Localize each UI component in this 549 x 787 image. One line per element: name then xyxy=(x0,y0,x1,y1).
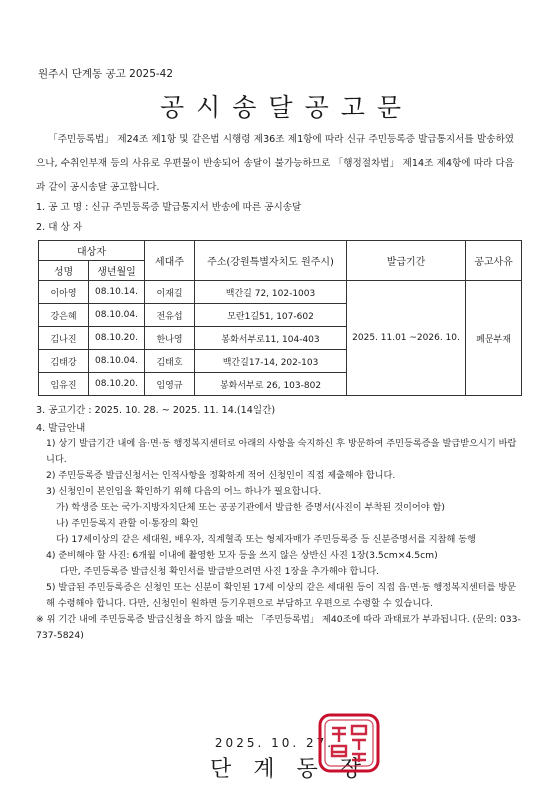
cell-householder: 한나영 xyxy=(145,327,195,350)
cell-address: 모란1길51, 107-602 xyxy=(195,304,347,327)
cell-name: 임유진 xyxy=(39,373,89,396)
cell-reason: 폐문부재 xyxy=(466,281,522,396)
target-heading: 2. 대 상 자 xyxy=(36,222,83,233)
page-title: 공시송달공고문 xyxy=(159,93,414,122)
cell-period: 2025. 11.01 ~2026. 10. xyxy=(347,281,466,396)
target-table xyxy=(38,240,522,396)
header-name: 성명 xyxy=(39,261,89,281)
guide-subitem: 가) 학생증 또는 국가·지방자치단체 또는 공공기관에서 발급한 증명서(사진이 부착된 것이어야 함) xyxy=(56,502,446,513)
cell-address: 봉화서부로 26, 103-802 xyxy=(195,373,347,396)
official-seal-icon xyxy=(316,712,382,774)
cell-address: 봉화서부로11, 104-403 xyxy=(195,327,347,350)
intro-paragraph: 「주민등록법」 제24조 제1항 및 같은법 시행령 제36조 제1항에 따라 신규 주민등록증 발급통지서를 발송하였으나, 수취인부재 등의 사유로 우편물이 반송되어 송달이 불가능하므로 「행정절차법」 제14조 제4항에 따라 다음과 같이 공시송달 공고합니다. xyxy=(36,134,514,193)
guide-subitem: 나) 주민등록지 관할 이·통장의 확인 xyxy=(56,518,199,529)
penalty-note: ※ 위 기간 내에 주민등록증 발급신청을 하지 않을 때는 「주민등록법」 제40조에 따라 과태료가 부과됩니다. (문의: 033-737-5824) xyxy=(36,614,521,641)
cell-birth: 08.10.14. xyxy=(89,281,145,304)
cell-birth: 08.10.20. xyxy=(89,373,145,396)
issuer-name: 단계동장 xyxy=(209,757,383,782)
cell-name: 김나진 xyxy=(39,327,89,350)
cell-birth: 08.10.04. xyxy=(89,350,145,373)
cell-birth: 08.10.04. xyxy=(89,304,145,327)
header-householder: 세대주 xyxy=(145,241,195,281)
cell-name: 이아영 xyxy=(39,281,89,304)
header-period: 발급기간 xyxy=(347,241,466,281)
cell-address: 백간길 72, 102-1003 xyxy=(195,281,347,304)
table-row xyxy=(39,281,522,304)
header-address: 주소(강원특별자치도 원주시) xyxy=(195,241,347,281)
notice-date: 2025. 10. 27. xyxy=(214,736,335,750)
notice-number: 원주시 단계동 공고 2025-42 xyxy=(38,68,174,80)
guide-heading: 4. 발급안내 xyxy=(36,423,86,434)
guide-item: 5) 발급된 주민등록증은 신청인 또는 신분이 확인된 17세 이상의 같은 세대원 등이 직접 읍·면·동 행정복지센터를 방문해 수령해야 합니다. 다만, 신청인이 원하면 등기우편으로 부담하고 우편으로 수령할 수 있습니다. xyxy=(46,582,517,609)
cell-name: 강은혜 xyxy=(39,304,89,327)
header-birth: 생년월일 xyxy=(89,261,145,281)
header-reason: 공고사유 xyxy=(466,241,522,281)
cell-householder: 임영규 xyxy=(145,373,195,396)
guide-list xyxy=(36,436,524,644)
cell-householder: 전유섭 xyxy=(145,304,195,327)
cell-householder: 김태호 xyxy=(145,350,195,373)
cell-householder: 이재길 xyxy=(145,281,195,304)
notice-period: 3. 공고기간 : 2025. 10. 28. ~ 2025. 11. 14.(14일간) xyxy=(36,405,276,416)
cell-address: 백간길17-14, 202-103 xyxy=(195,350,347,373)
guide-item: 3) 신청인이 본인임을 확인하기 위해 다음의 어느 하나가 필요합니다. xyxy=(46,486,322,497)
notice-subject: 1. 공 고 명 : 신규 주민등록증 발급통지서 반송에 따른 공시송달 xyxy=(36,202,302,213)
cell-birth: 08.10.20. xyxy=(89,327,145,350)
guide-note: 다만, 주민등록증 발급신청 확인서를 발급받으려면 사진 1장을 추가해야 합니다. xyxy=(60,566,380,577)
header-target: 대상자 xyxy=(39,241,145,261)
guide-item: 2) 주민등록증 발급신청서는 인적사항을 정확하게 적어 신청인이 직접 제출해야 합니다. xyxy=(46,470,396,481)
guide-item: 4) 준비해야 할 사진: 6개월 이내에 촬영한 모자 등을 쓰지 않은 상반신 사진 1장(3.5cm×4.5cm) xyxy=(46,550,438,561)
cell-name: 김태강 xyxy=(39,350,89,373)
guide-subitem: 다) 17세이상의 같은 세대원, 배우자, 직계혈족 또는 형제자매가 주민등록증 등 신분증명서를 지참해 동행 xyxy=(56,534,477,545)
guide-item: 1) 상기 발급기간 내에 읍·면·동 행정복지센터로 아래의 사항을 숙지하신 후 방문하여 주민등록증을 발급받으시기 바랍니다. xyxy=(46,438,517,465)
